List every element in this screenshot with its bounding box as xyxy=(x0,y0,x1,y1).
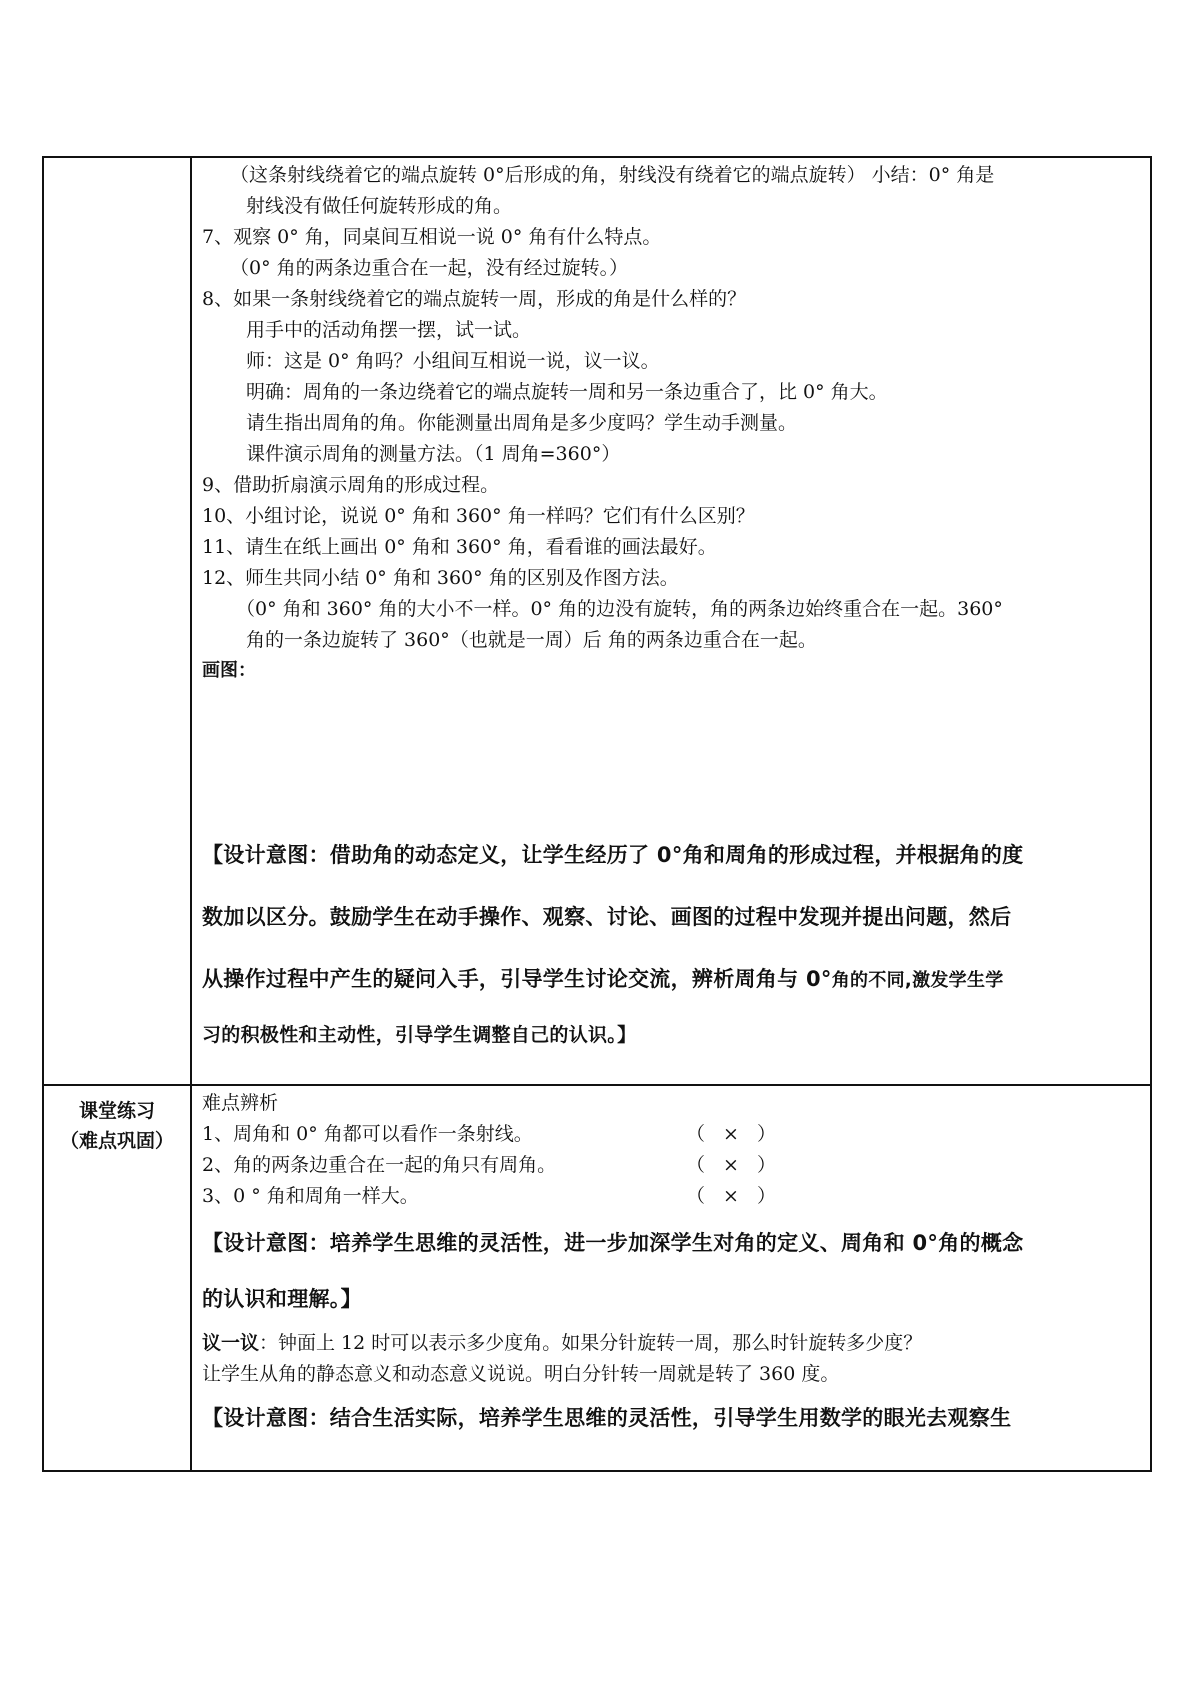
text-line: 7、观察 0° 角，同桌间互相说一说 0° 角有什么特点。 xyxy=(202,226,662,248)
design-intent-part: 从操作过程中产生的疑问入手，引导学生讨论交流，辨析周角与 0° xyxy=(202,967,832,991)
text-line: 9、借助折扇演示周角的形成过程。 xyxy=(202,474,500,496)
design-intent-line: 【设计意图：培养学生思维的灵活性，进一步加深学生对角的定义、周角和 0°角的概念 xyxy=(202,1231,1024,1255)
exercise-text: 3、0 ° 角和周角一样大。 xyxy=(202,1185,419,1207)
discussion-line: 让学生从角的静态意义和动态意义说说。明白分针转一周就是转了 360 度。 xyxy=(202,1363,840,1385)
exercise-text: 2、角的两条边重合在一起的角只有周角。 xyxy=(202,1154,557,1176)
text-line: 10、小组讨论，说说 0° 角和 360° 角一样吗？它们有什么区别？ xyxy=(202,505,755,527)
text-line: 11、请生在纸上画出 0° 角和 360° 角，看看谁的画法最好。 xyxy=(202,536,717,558)
text-line: 请生指出周角的角。你能测量出周角是多少度吗？学生动手测量。 xyxy=(246,412,798,434)
design-intent-line: 数加以区分。鼓励学生在动手操作、观察、讨论、画图的过程中发现并提出问题，然后 xyxy=(202,905,1012,929)
text-line: 8、如果一条射线绕着它的端点旋转一周，形成的角是什么样的？ xyxy=(202,288,747,310)
exercise-text: 1、周角和 0° 角都可以看作一条射线。 xyxy=(202,1123,533,1145)
exercise-answer: （ × ） xyxy=(686,1154,782,1176)
design-intent-line: 习的积极性和主动性，引导学生调整自己的认识。】 xyxy=(202,1024,637,1046)
process-content-cell xyxy=(191,157,1151,1085)
process-label-cell xyxy=(43,157,191,1085)
design-intent-line xyxy=(202,948,1142,1012)
practice-content-cell xyxy=(191,1085,1151,1471)
practice-heading: 难点辨析 xyxy=(202,1092,279,1114)
design-intent-line: 【设计意图：借助角的动态定义，让学生经历了 0°角和周角的形成过程，并根据角的度 xyxy=(202,843,1024,867)
text-line: （0° 角的两条边重合在一起，没有经过旋转。） xyxy=(230,257,629,279)
text-line: （这条射线绕着它的端点旋转 0°后形成的角，射线没有绕着它的端点旋转） 小结：0° 角是 xyxy=(230,164,995,186)
practice-label-cell xyxy=(43,1085,191,1471)
text-line: 课件演示周角的测量方法。（1 周角=360°） xyxy=(246,443,621,465)
exercise-answer: （ × ） xyxy=(686,1123,782,1145)
design-intent-line: 【设计意图：结合生活实际，培养学生思维的灵活性，引导学生用数学的眼光去观察生 xyxy=(202,1406,1012,1430)
discussion-line xyxy=(202,1328,1142,1359)
process-content xyxy=(192,158,1150,1058)
practice-row xyxy=(43,1085,1151,1471)
text-line: （0° 角和 360° 角的大小不一样。0° 角的边没有旋转，角的两条边始终重合在一起。360° xyxy=(236,598,1003,620)
exercise-item xyxy=(202,1150,1142,1181)
text-line: 师：这是 0° 角吗？小组间互相说一说，议一议。 xyxy=(246,350,660,372)
design-intent-part: 角的不同,激发学生学 xyxy=(831,970,1004,991)
design-intent-line: 的认识和理解。】 xyxy=(202,1287,362,1311)
exercise-item xyxy=(202,1181,1142,1212)
practice-label-line2: （难点巩固） xyxy=(59,1130,174,1152)
exercise-answer: （ × ） xyxy=(686,1185,782,1207)
lesson-plan-table xyxy=(42,156,1152,1472)
exercise-item xyxy=(202,1119,1142,1150)
drawing-area xyxy=(202,686,1142,824)
discussion-text: ：钟面上 12 时可以表示多少度角。如果分针旋转一周，那么时针旋转多少度？ xyxy=(259,1332,923,1354)
practice-label xyxy=(44,1086,190,1156)
text-line: 用手中的活动角摆一摆，试一试。 xyxy=(246,319,532,341)
text-line: 明确：周角的一条边绕着它的端点旋转一周和另一条边重合了，比 0° 角大。 xyxy=(246,381,888,403)
text-line: 12、师生共同小结 0° 角和 360° 角的区别及作图方法。 xyxy=(202,567,679,589)
process-row xyxy=(43,157,1151,1085)
text-line: 角的一条边旋转了 360°（也就是一周）后 角的两条边重合在一起。 xyxy=(246,629,817,651)
practice-label-line1: 课堂练习 xyxy=(78,1100,155,1122)
draw-label: 画图： xyxy=(202,660,256,681)
discussion-lead: 议一议 xyxy=(202,1332,260,1354)
practice-content xyxy=(192,1086,1150,1446)
text-line: 射线没有做任何旋转形成的角。 xyxy=(246,195,513,217)
